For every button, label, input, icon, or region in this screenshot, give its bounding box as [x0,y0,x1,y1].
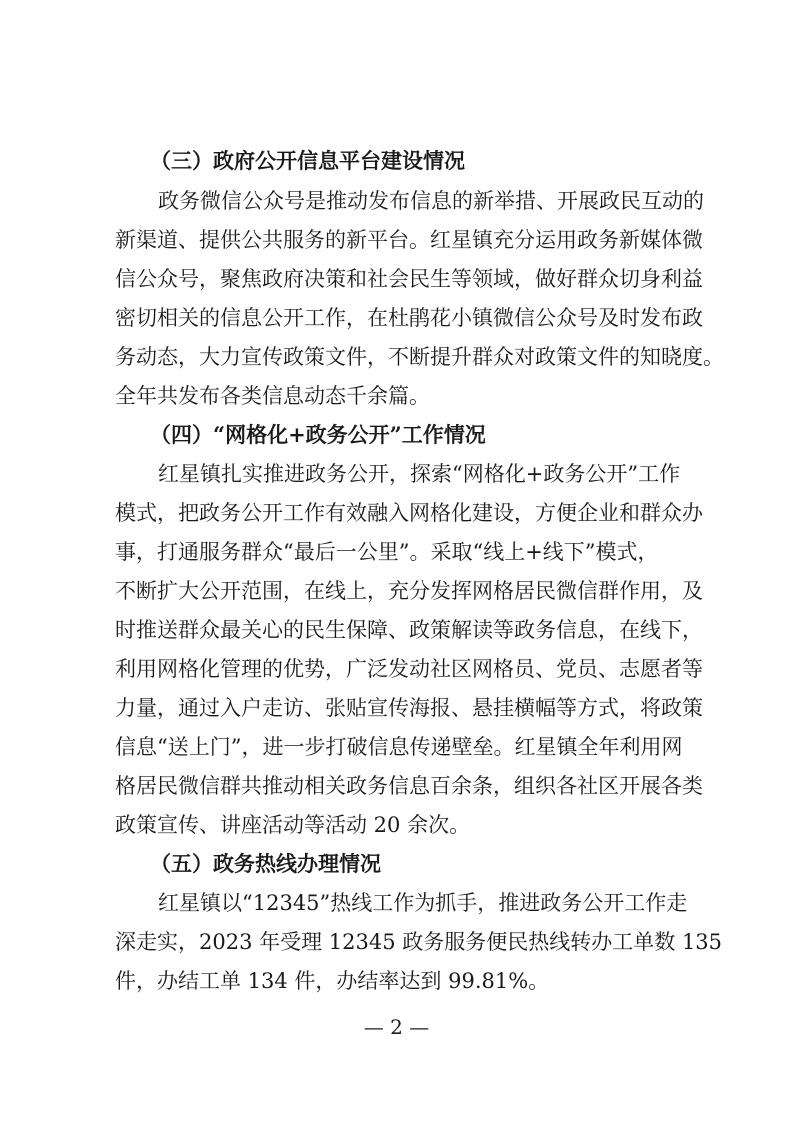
section-heading-5: （五）政务热线办理情况 [150,851,381,876]
paragraph-line: 利用网格化管理的优势，广泛发动社区网格员、党员、志愿者等 [115,657,703,681]
paragraph-line: 时推送群众最关心的民生保障、政策解读等政务信息，在线下， [115,618,703,642]
paragraph-line: 件，办结工单 134 件，办结率达到 99.81%。 [115,969,550,993]
paragraph-line: 政务微信公众号是推动发布信息的新举措、开展政民互动的 [158,189,704,213]
paragraph-line: 新渠道、提供公共服务的新平台。红星镇充分运用政务新媒体微 [115,228,703,252]
paragraph-line: 信公众号，聚焦政府决策和社会民生等领域，做好群众切身利益 [115,267,703,291]
paragraph-line: 政策宣传、讲座活动等活动 20 余次。 [115,813,471,837]
paragraph-line: 全年共发布各类信息动态千余篇。 [115,384,430,408]
section-heading-3: （三）政府公开信息平台建设情况 [150,148,465,173]
paragraph-line: 力量，通过入户走访、张贴宣传海报、悬挂横幅等方式，将政策 [115,696,703,720]
page-number: — 2 — [363,1015,430,1039]
section-heading-4: （四）“网格化+政务公开”工作情况 [150,422,486,447]
paragraph-line: 模式，把政务公开工作有效融入网格化建设，方便企业和群众办 [115,501,703,525]
paragraph-line: 事，打通服务群众“最后一公里”。采取“线上+线下”模式， [115,540,659,564]
paragraph-line: 密切相关的信息公开工作，在杜鹃花小镇微信公众号及时发布政 [115,306,703,330]
paragraph-line: 不断扩大公开范围，在线上，充分发挥网格居民微信群作用，及 [115,579,703,603]
paragraph-line: 深走实，2023 年受理 12345 政务服务便民热线转办工单数 135 [115,930,723,954]
paragraph-line: 信息“送上门”，进一步打破信息传递壁垒。红星镇全年利用网 [115,735,683,759]
paragraph-line: 务动态，大力宣传政策文件，不断提升群众对政策文件的知晓度。 [115,345,724,369]
paragraph-line: 红星镇以“12345”热线工作为抓手，推进政务公开工作走 [158,891,688,915]
paragraph-line: 格居民微信群共推动相关政务信息百余条，组织各社区开展各类 [115,774,703,798]
paragraph-line: 红星镇扎实推进政务公开，探索“网格化+政务公开”工作 [158,462,681,486]
